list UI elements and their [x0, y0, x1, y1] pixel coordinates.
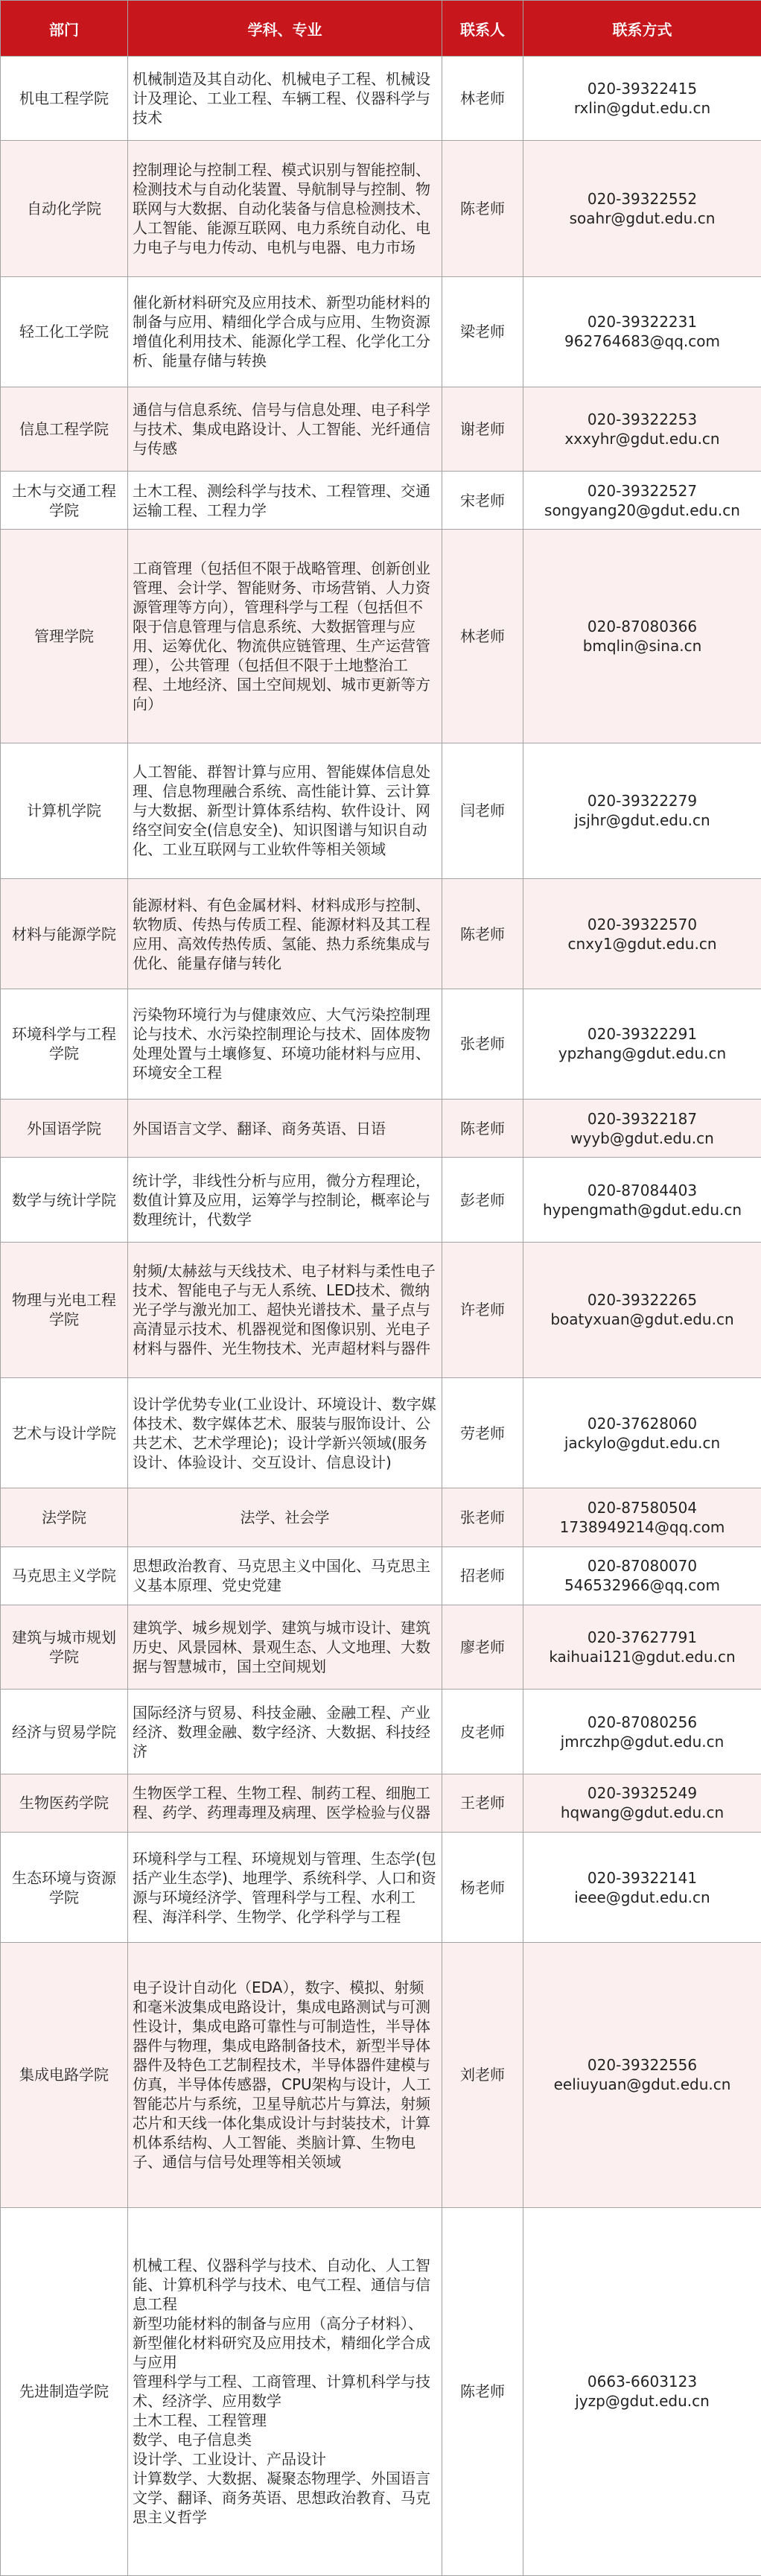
contact-person-cell: 梁老师 [442, 276, 523, 387]
phone-number: 020-39322291 [587, 1025, 698, 1044]
email-address[interactable]: 1738949214@qq.com [559, 1517, 725, 1536]
table-row [1, 1099, 761, 1158]
major-cell: 生物医学工程、生物工程、制药工程、细胞工程、药学、药理毒理及病理、医学检验与仪器 [128, 1774, 442, 1833]
email-address[interactable]: soahr@gdut.edu.cn [569, 209, 716, 227]
dept-cell: 计算机学院 [1, 743, 128, 878]
contact-info-cell [523, 530, 761, 743]
table-row [1, 471, 761, 530]
contact-person-cell: 杨老师 [442, 1833, 523, 1943]
contact-person-cell: 陈老师 [442, 2207, 523, 2575]
contact-person-cell: 陈老师 [442, 1099, 523, 1158]
contact-info-cell [523, 141, 761, 276]
dept-cell: 马克思主义学院 [1, 1546, 128, 1605]
email-address[interactable]: cnxy1@gdut.edu.cn [567, 934, 717, 953]
contact-person-cell: 闫老师 [442, 743, 523, 878]
table-row [1, 743, 761, 878]
major-cell: 射频/太赫兹与天线技术、电子材料与柔性电子技术、智能电子与无人系统、LED技术、微纳光子学与激光加工、超快光谱技术、量子点与高清显示技术、机器视觉和图像识别、光电子材料与器件、光生物技术、光声超材料与器件 [128, 1242, 442, 1377]
phone-number: 020-39322265 [587, 1291, 698, 1310]
contact-info-cell [523, 1546, 761, 1605]
contact-info-cell [523, 1488, 761, 1547]
phone-number: 020-39322187 [587, 1109, 698, 1128]
dept-cell: 外国语学院 [1, 1099, 128, 1158]
email-address[interactable]: ieee@gdut.edu.cn [574, 1888, 710, 1906]
dept-cell: 生态环境与资源学院 [1, 1833, 128, 1943]
email-address[interactable]: xxxyhr@gdut.edu.cn [564, 429, 720, 448]
major-cell: 土木工程、测绘科学与技术、工程管理、交通运输工程、工程力学 [128, 471, 442, 530]
major-cell: 国际经济与贸易、科技金融、金融工程、产业经济、数理金融、数字经济、大数据、科技经济 [128, 1690, 442, 1774]
dept-cell: 数学与统计学院 [1, 1158, 128, 1242]
dept-cell: 先进制造学院 [1, 2207, 128, 2575]
dept-cell: 管理学院 [1, 530, 128, 743]
dept-cell: 建筑与城市规划学院 [1, 1605, 128, 1690]
major-cell: 外国语言文学、翻译、商务英语、日语 [128, 1099, 442, 1158]
contact-person-cell: 陈老师 [442, 141, 523, 276]
contact-info-cell [523, 1833, 761, 1943]
major-cell: 电子设计自动化（EDA），数字、模拟、射频和毫米波集成电路设计，集成电路测试与可测性设计，集成电路可靠性与可制造性，半导体器件与物理，集成电路制备技术，新型半导体器件及特色工艺制程技术，半导体器件建模与仿真，半导体传感器，CPU架构与设计，人工智能芯片与系统，卫星导航芯片与算法，射频芯片和天线一体化集成设计与封装技术，计算机体系结构、人工智能、类脑计算、生物电子、通信与信号处理等相关领域 [128, 1943, 442, 2208]
table-row [1, 1546, 761, 1605]
email-address[interactable]: jackylo@gdut.edu.cn [564, 1433, 721, 1452]
major-cell: 污染物环境行为与健康效应、大气污染控制理论与技术、水污染控制理论与技术、固体废物处理处置与土壤修复、环境功能材料与应用、环境安全工程 [128, 989, 442, 1100]
contact-person-cell: 林老师 [442, 57, 523, 141]
table-row [1, 387, 761, 471]
table-body [1, 57, 761, 2576]
major-cell: 控制理论与控制工程、模式识别与智能控制、检测技术与自动化装置、导航制导与控制、物联网与大数据、自动化装备与信息检测技术、人工智能、能源互联网、电力系统自动化、电力电子与电力传动、电机与电器、电力市场 [128, 141, 442, 276]
email-address[interactable]: kaihuai121@gdut.edu.cn [549, 1648, 736, 1666]
contact-info-cell [523, 276, 761, 387]
email-address[interactable]: songyang20@gdut.edu.cn [544, 501, 740, 519]
email-address[interactable]: jyzp@gdut.edu.cn [575, 2392, 710, 2411]
contact-person-cell: 陈老师 [442, 879, 523, 989]
contact-info-cell [523, 1242, 761, 1377]
dept-cell: 生物医药学院 [1, 1774, 128, 1833]
contact-person-cell: 张老师 [442, 1488, 523, 1547]
contact-info-cell [523, 1158, 761, 1242]
phone-number: 020-39322556 [587, 2056, 698, 2075]
table-row [1, 1774, 761, 1833]
contact-person-cell: 劳老师 [442, 1378, 523, 1488]
table-row [1, 1943, 761, 2208]
dept-cell: 材料与能源学院 [1, 879, 128, 989]
contact-person-cell: 彭老师 [442, 1158, 523, 1242]
major-cell: 催化新材料研究及应用技术、新型功能材料的制备与应用、精细化学合成与应用、生物资源增值化利用技术、能源化学工程、化学化工分析、能量存储与转换 [128, 276, 442, 387]
major-cell: 工商管理（包括但不限于战略管理、创新创业管理、会计学、智能财务、市场营销、人力资源管理等方向），管理科学与工程（包括但不限于信息管理与信息系统、大数据管理与应用、运筹优化、物流供应链管理、生产运营管理），公共管理（包括但不限于土地整治工程、土地经济、国土空间规划、城市更新等方向） [128, 530, 442, 743]
contact-info-cell [523, 1605, 761, 1690]
major-cell: 设计学优势专业(工业设计、环境设计、数字媒体技术、数字媒体艺术、服装与服饰设计、公共艺术、艺术学理论)；设计学新兴领域(服务设计、体验设计、交互设计、信息设计) [128, 1378, 442, 1488]
phone-number: 020-39322253 [587, 410, 698, 428]
contact-info-cell [523, 387, 761, 471]
email-address[interactable]: bmqlin@sina.cn [582, 637, 702, 656]
table-row [1, 1690, 761, 1774]
major-cell: 通信与信息系统、信号与信息处理、电子科学与技术、集成电路设计、人工智能、光纤通信与传感 [128, 387, 442, 471]
phone-number: 020-87080256 [587, 1713, 698, 1731]
contact-info-cell [523, 1099, 761, 1158]
phone-number: 020-87080366 [587, 618, 698, 636]
major-cell: 建筑学、城乡规划学、建筑与城市设计、建筑历史、风景园林、景观生态、人文地理、大数据与智慧城市，国土空间规划 [128, 1605, 442, 1690]
table-row [1, 530, 761, 743]
major-cell: 人工智能、群智计算与应用、智能媒体信息处理、信息物理融合系统、高性能计算、云计算与大数据、新型计算体系结构、软件设计、网络空间安全(信息安全)、知识图谱与知识自动化、工业互联网与工业软件等相关领域 [128, 743, 442, 878]
email-address[interactable]: eeliuyuan@gdut.edu.cn [553, 2075, 731, 2094]
phone-number: 020-39322279 [587, 792, 698, 810]
dept-cell: 自动化学院 [1, 141, 128, 276]
email-address[interactable]: hqwang@gdut.edu.cn [560, 1803, 725, 1822]
phone-number: 020-39322552 [587, 189, 698, 208]
email-address[interactable]: hypengmath@gdut.edu.cn [542, 1200, 742, 1219]
table-row [1, 1605, 761, 1690]
contact-info-cell [523, 471, 761, 530]
phone-number: 0663-6603123 [587, 2373, 698, 2391]
major-cell: 能源材料、有色金属材料、材料成形与控制、软物质、传热与传质工程、能源材料及其工程应用、高效传热传质、氢能、热力系统集成与优化、能量存储与转化 [128, 879, 442, 989]
contact-person-cell: 皮老师 [442, 1690, 523, 1774]
contact-info-cell [523, 1378, 761, 1488]
table-row [1, 57, 761, 141]
phone-number: 020-39322231 [587, 313, 698, 331]
header-major: 学科、专业 [128, 1, 442, 57]
major-cell: 环境科学与工程、环境规划与管理、生态学(包括产业生态学)、地理学、系统科学、人口和资源与环境经济学、管理科学与工程、水利工程、海洋科学、生物学、化学科学与工程 [128, 1833, 442, 1943]
contact-info-cell [523, 1943, 761, 2208]
table-row [1, 1242, 761, 1377]
contact-person-cell: 王老师 [442, 1774, 523, 1833]
phone-number: 020-39325249 [587, 1784, 698, 1803]
major-cell: 机械工程、仪器科学与技术、自动化、人工智能、计算机科学与技术、电气工程、通信与信息工程 新型功能材料的制备与应用（高分子材料）、新型催化材料研究及应用技术，精细化学合成与应用 管理科学与工程、工商管理、计算机科学与技术、经济学、应用数学 土木工程、工程管理 数学、电子信息类 设计学、工业设计、产品设计 计算数学、大数据、凝聚态物理学、外国语言文学、翻译、商务英语、思想政治教育、马克思主义哲学 [128, 2207, 442, 2575]
contact-info-cell [523, 879, 761, 989]
phone-number: 020-87080070 [587, 1557, 698, 1576]
dept-cell: 信息工程学院 [1, 387, 128, 471]
contact-person-cell: 林老师 [442, 530, 523, 743]
table-row [1, 276, 761, 387]
contact-info-cell [523, 1690, 761, 1774]
email-address[interactable]: rxlin@gdut.edu.cn [573, 99, 711, 118]
contact-person-cell: 招老师 [442, 1546, 523, 1605]
major-cell: 思想政治教育、马克思主义中国化、马克思主义基本原理、党史党建 [128, 1546, 442, 1605]
major-cell: 统计学，非线性分析与应用，微分方程理论，数值计算及应用，运筹学与控制论，概率论与数理统计，代数学 [128, 1158, 442, 1242]
email-address[interactable]: 962764683@qq.com [564, 332, 720, 351]
table-header-row [1, 1, 761, 57]
contact-person-cell: 刘老师 [442, 1943, 523, 2208]
table-row [1, 1833, 761, 1943]
email-address[interactable]: jsjhr@gdut.edu.cn [574, 811, 710, 830]
dept-cell: 集成电路学院 [1, 1943, 128, 2208]
table-row [1, 141, 761, 276]
header-person: 联系人 [442, 1, 523, 57]
phone-number: 020-39322570 [587, 915, 698, 933]
table-row [1, 989, 761, 1100]
table-row [1, 1488, 761, 1547]
dept-cell: 物理与光电工程学院 [1, 1242, 128, 1377]
dept-cell: 土木与交通工程学院 [1, 471, 128, 530]
phone-number: 020-87084403 [587, 1181, 698, 1199]
header-dept: 部门 [1, 1, 128, 57]
phone-number: 020-37627791 [587, 1628, 698, 1647]
dept-cell: 经济与贸易学院 [1, 1690, 128, 1774]
contact-info-cell [523, 989, 761, 1100]
contact-info-cell [523, 2207, 761, 2575]
phone-number: 020-87580504 [587, 1498, 698, 1517]
phone-number: 020-39322141 [587, 1868, 698, 1887]
email-address[interactable]: ypzhang@gdut.edu.cn [558, 1044, 727, 1063]
dept-cell: 法学院 [1, 1488, 128, 1547]
phone-number: 020-37628060 [587, 1414, 698, 1433]
dept-cell: 轻工化工学院 [1, 276, 128, 387]
dept-cell: 环境科学与工程学院 [1, 989, 128, 1100]
contact-person-cell: 宋老师 [442, 471, 523, 530]
header-contact: 联系方式 [523, 1, 761, 57]
email-address[interactable]: boatyxuan@gdut.edu.cn [550, 1310, 734, 1329]
email-address[interactable]: 546532966@qq.com [564, 1576, 720, 1595]
email-address[interactable]: wyyb@gdut.edu.cn [570, 1129, 714, 1147]
table-row [1, 1158, 761, 1242]
contact-person-cell: 张老师 [442, 989, 523, 1100]
major-cell: 机械制造及其自动化、机械电子工程、机械设计及理论、工业工程、车辆工程、仪器科学与技术 [128, 57, 442, 141]
contact-info-cell [523, 743, 761, 878]
table-row [1, 1378, 761, 1488]
phone-number: 020-39322415 [587, 80, 698, 98]
contact-info-cell [523, 1774, 761, 1833]
phone-number: 020-39322527 [587, 481, 698, 500]
contact-person-cell: 谢老师 [442, 387, 523, 471]
major-cell: 法学、社会学 [128, 1488, 442, 1547]
table-row [1, 2207, 761, 2575]
contact-info-cell [523, 57, 761, 141]
email-address[interactable]: jmrczhp@gdut.edu.cn [560, 1732, 725, 1751]
table-row [1, 879, 761, 989]
contact-person-cell: 许老师 [442, 1242, 523, 1377]
dept-cell: 艺术与设计学院 [1, 1378, 128, 1488]
contact-person-cell: 廖老师 [442, 1605, 523, 1690]
dept-cell: 机电工程学院 [1, 57, 128, 141]
